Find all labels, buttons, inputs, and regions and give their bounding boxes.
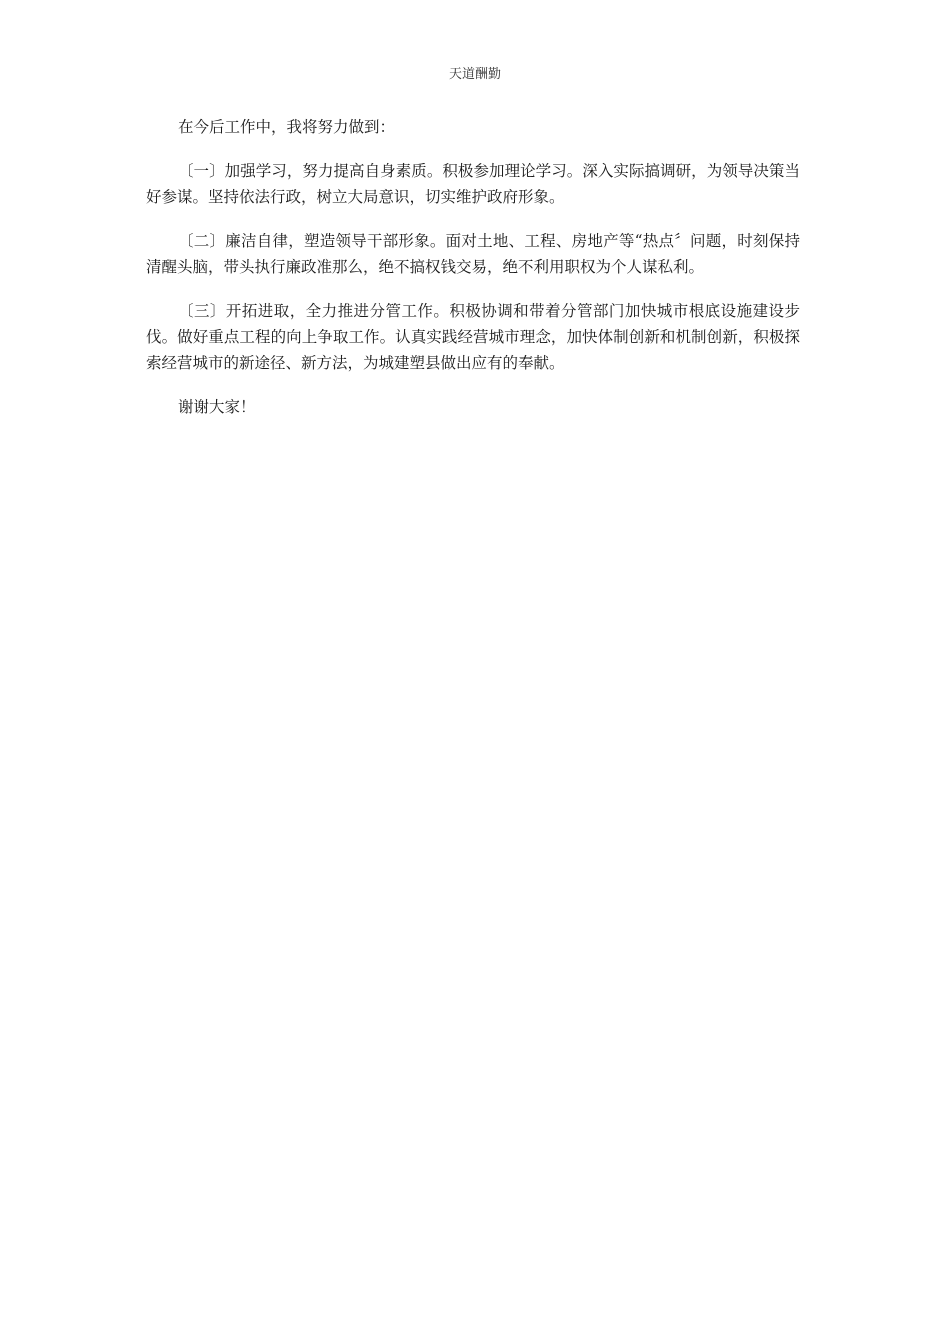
paragraph-closing: 谢谢大家！ [178, 398, 256, 416]
paragraph-item-3: 〔三〕开拓进取，全力推进分管工作。积极协调和带着分管部门加快城市根底设施建设步伐。做好重点工程的向上争取工作。认真实践经营城市理念，加快体制创新和机制创新，积极探索经营城市的新途径、新方法，为城建塑县做出应有的奉献。 [146, 302, 800, 372]
paragraph-item-1: 〔一〕加强学习，努力提高自身素质。积极参加理论学习。深入实际搞调研，为领导决策当好参谋。坚持依法行政，树立大局意识，切实维护政府形象。 [146, 162, 800, 206]
page-header: 天道酬勤 [448, 67, 501, 82]
document-body [146, 114, 800, 438]
paragraph-item-2: 〔二〕廉洁自律，塑造领导干部形象。面对土地、工程、房地产等“热点〞问题，时刻保持清醒头脑，带头执行廉政准那么，绝不搞权钱交易，绝不利用职权为个人谋私利。 [146, 232, 800, 276]
paragraph-intro: 在今后工作中，我将努力做到： [178, 118, 396, 136]
